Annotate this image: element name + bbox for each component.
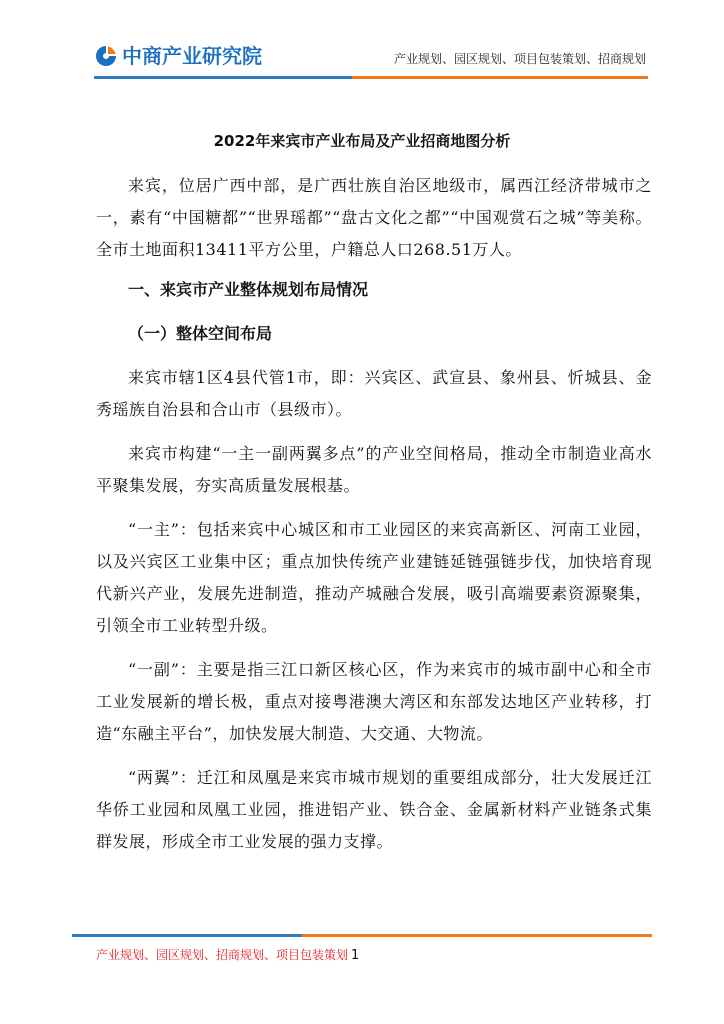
page-number: 1 [351,948,360,963]
paragraph-layout: 来宾市构建“一主一副两翼多点”的产业空间格局，推动全市制造业高水平聚集发展，夯实高质量发展根基。 [96,444,652,495]
header-tagline: 产业规划、园区规划、项目包装策划、招商规划 [393,52,646,66]
page-header [0,0,724,90]
paragraph-yifu: “一副”：主要是指三江口新区核心区，作为来宾市的城市副中心和全市工业发展新的增长极，重点对接粤港澳大湾区和东部发达地区产业转移，打造“东融主平台”，加快发展大制造、大交通、大物流。 [96,660,652,743]
document-title: 2022年来宾市产业布局及产业招商地图分析 [213,132,511,150]
page-footer [96,946,359,963]
footer-rule-orange [302,934,652,937]
paragraph-liangyi: “两翼”：迁江和凤凰是来宾市城市规划的重要组成部分，壮大发展迁江华侨工业园和凤凰工业园，推进铝产业、铁合金、金属新材料产业链条式集群发展，形成全市工业发展的强力支撑。 [96,768,652,851]
logo-text: 中商产业研究院 [122,44,262,68]
document-body [96,170,652,858]
footer-tagline: 产业规划、园区规划、招商规划、项目包装策划 [96,948,349,962]
company-logo [94,44,262,68]
subsection-heading-1: （一）整体空间布局 [128,324,273,343]
footer-rule-blue [72,934,302,937]
paragraph-intro: 来宾，位居广西中部，是广西壮族自治区地级市，属西江经济带城市之一，素有“中国糖都”“世界瑶都”“盘古文化之都”“中国观赏石之城”等美称。全市土地面积13411平方公里，户籍总人口268.51万人。 [96,176,652,259]
header-rule-orange [352,76,648,79]
paragraph-districts: 来宾市辖1区4县代管1市，即：兴宾区、武宣县、象州县、忻城县、金秀瑶族自治县和合山市（县级市）。 [96,368,652,419]
logo-mark-icon [94,44,118,68]
section-heading-1: 一、来宾市产业整体规划布局情况 [128,280,369,299]
header-rule-blue [94,76,352,79]
paragraph-yizhu: “一主”：包括来宾中心城区和市工业园区的来宾高新区、河南工业园，以及兴宾区工业集中区；重点加快传统产业建链延链强链步伐，加快培育现代新兴产业，发展先进制造，推动产城融合发展，吸引高端要素资源聚集，引领全市工业转型升级。 [96,520,652,635]
